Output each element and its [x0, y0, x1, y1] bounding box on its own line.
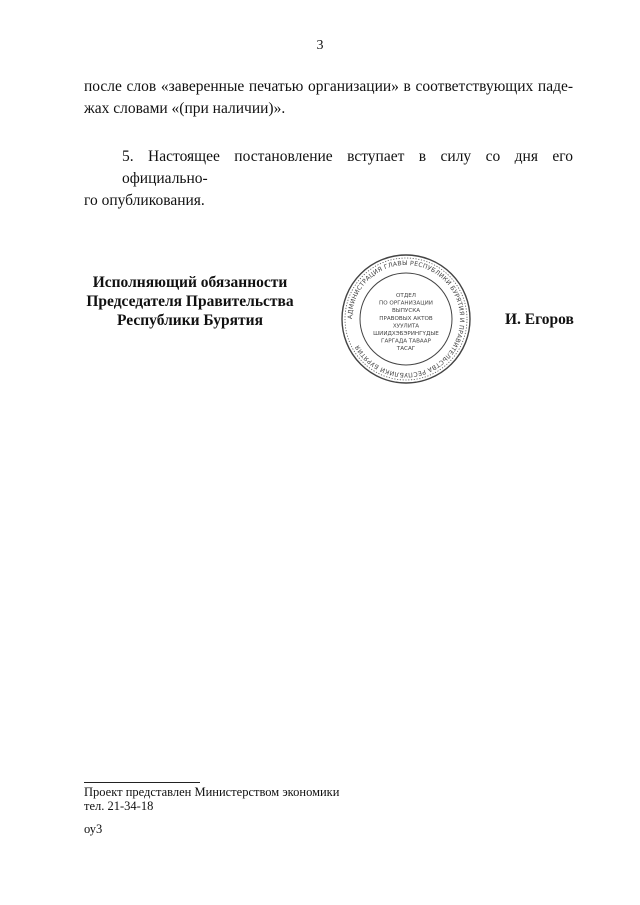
paragraph-1-line-2: жах словами «(при наличии)». [84, 100, 286, 117]
footer-code: оу3 [84, 822, 103, 836]
signatory-title-line-1: Исполняющий обязанности [92, 274, 288, 291]
signatory-title [70, 273, 310, 330]
seal-inner-line: ПРАВОВЫХ АКТОВ [379, 315, 433, 322]
signatory-name: И. Егоров [505, 311, 574, 328]
paragraph-1 [84, 76, 573, 120]
seal-inner-line: ВЫПУСКА [391, 308, 421, 315]
seal-inner-line: ШИИДХЭБЭРИНГҮДЫЕ [373, 331, 439, 337]
paragraph-2-line-1: 5. Настоящее постановление вступает в силу со дня его официально- [122, 148, 573, 187]
footer-phone: тел. 21-34-18 [84, 799, 154, 813]
seal-inner-line: ПО ОРГАНИЗАЦИИ [379, 300, 433, 307]
seal-inner-line: ГАРГАДА ТАВААР [381, 338, 431, 345]
paragraph-2-line-2: го опубликования. [84, 192, 205, 209]
footer-rule [84, 782, 200, 783]
paragraph-2 [84, 146, 573, 212]
seal-inner-line: ХУУЛИТА [392, 323, 420, 330]
page-number: 3 [316, 38, 324, 53]
footer-presenter: Проект представлен Министерством экономики [84, 785, 340, 799]
seal-inner-line: ТАСАГ [396, 346, 416, 353]
signatory-title-line-3: Республики Бурятия [117, 312, 263, 329]
footer-note [84, 785, 339, 813]
paragraph-1-line-1: после слов «заверенные печатью организации» в соответствующих паде- [84, 78, 573, 95]
seal-inner-line: ОТДЕЛ [396, 293, 416, 299]
seal-ring-text: АДМИНИСТРАЦИЯ ГЛАВЫ РЕСПУБЛИКИ БУРЯТИЯ И ПРАВИТЕЛЬСТВА РЕСПУБЛИКИ БУРЯТИЯ [346, 259, 466, 379]
official-seal [340, 253, 472, 385]
signatory-title-line-2: Председателя Правительства [86, 293, 294, 310]
